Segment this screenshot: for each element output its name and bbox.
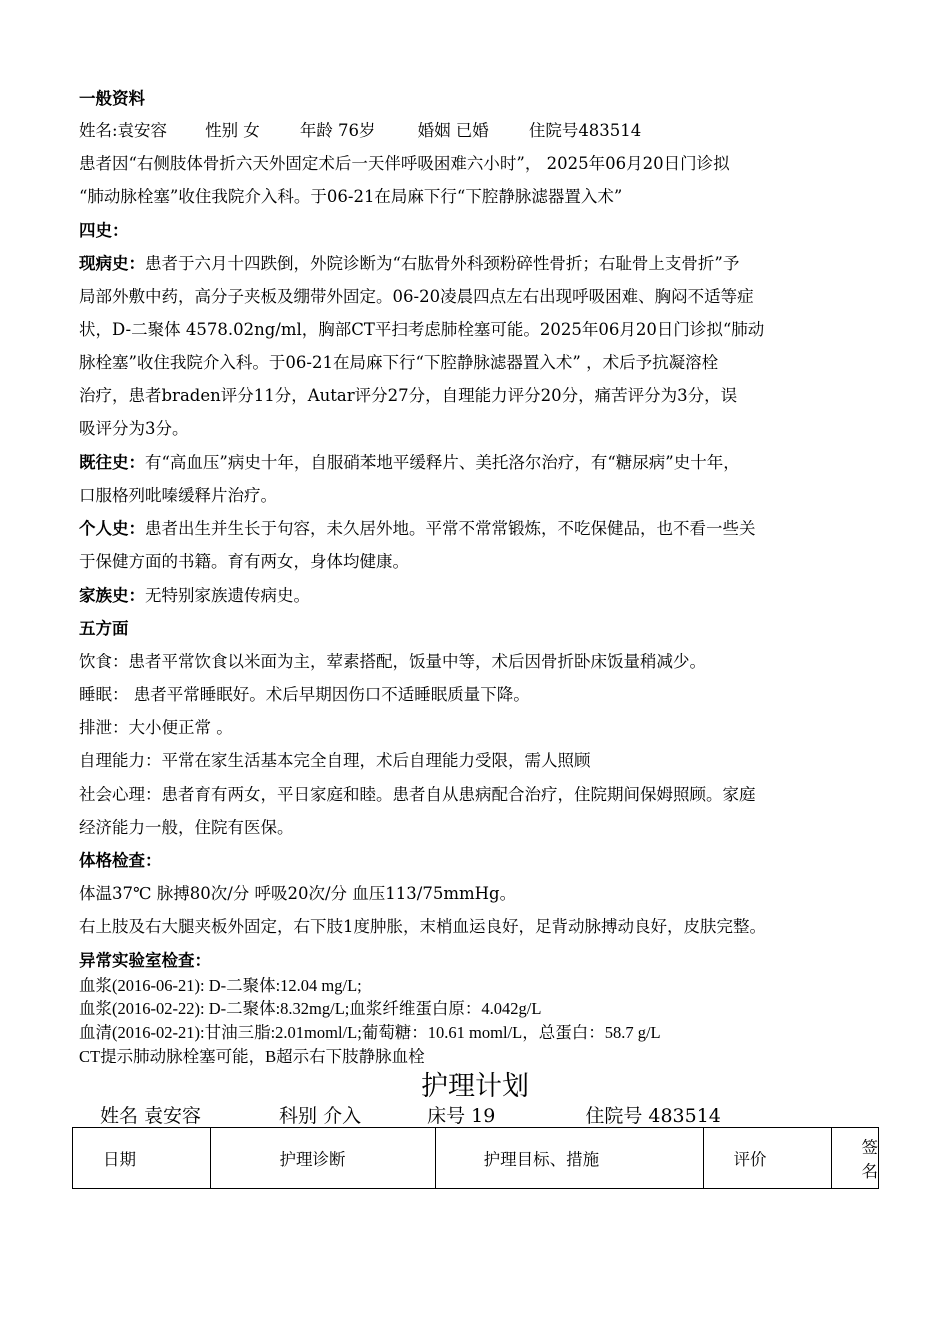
table-header-row [73,1128,879,1189]
present-history-line: 治疗，患者braden评分11分，Autar评分27分，自理能力评分20分，痛苦评分为3分，误 [79,386,738,405]
personal-history-line: 于保健方面的书籍。育有两女，身体均健康。 [79,552,409,571]
social-line: 社会心理：患者育有两女，平日家庭和睦。患者自从患病配合治疗，住院期间保姆照顾。家庭 [79,785,756,804]
sleep-line: 睡眠： 患者平常睡眠好。术后早期因伤口不适睡眠质量下降。 [79,685,530,704]
findings-line: 右上肢及右大腿夹板外固定，右下肢1度肿胀，末梢血运良好，足背动脉搏动良好，皮肤完整。 [79,917,766,936]
intro-line: “肺动脉栓塞”收住我院介入科。于06-21在局麻下行“下腔静脉滤器置入术” [79,187,623,206]
lab-heading: 异常实验室检查： [79,951,211,970]
plan-title: 护理计划 [421,1071,529,1102]
column-header-diagnosis: 护理诊断 [211,1128,435,1189]
past-history-line: 口服格列吡嗪缓释片治疗。 [79,486,277,505]
past-history-text: 有“高血压”病史十年，自服硝苯地平缓释片、美托洛尔治疗，有“糖尿病”史十年， [145,453,740,472]
family-history-label: 家族史： [79,586,145,605]
personal-history-text: 患者出生并生长于句容，未久居外地。平常不常常锻炼，不吃保健品，也不看一些关 [145,519,756,538]
present-history-line [79,253,739,275]
column-header-signature: 签名 [831,1128,879,1189]
diet-line: 饮食：患者平常饮食以米面为主，荤素搭配，饭量中等，术后因骨折卧床饭量稍减少。 [79,652,706,671]
social-line: 经济能力一般，住院有医保。 [79,818,294,837]
lab-line: 血浆(2016-02-22): D-二聚体:8.32mg/L;血浆纤维蛋白原：4.042g/L [79,999,542,1018]
present-history-line: 局部外敷中药，高分子夹板及绷带外固定。06-20凌晨四点左右出现呼吸困难、胸闷不适等症 [79,287,754,306]
lab-line: CT提示肺动脉栓塞可能，B超示右下肢静脉血栓 [79,1047,425,1066]
patient-sex: 性别 女 [205,121,260,140]
nursing-plan-table [72,1127,879,1189]
plan-admission-no: 住院号 483514 [585,1105,721,1127]
lab-line: 血浆(2016-06-21): D-二聚体:12.04 mg/L; [79,976,362,995]
present-history-line: 状，D-二聚体 4578.02ng/ml，胸部CT平扫考虑肺栓塞可能。2025年06月20日门诊拟“肺动 [79,320,765,339]
family-history-text: 无特别家族遗传病史。 [145,586,310,605]
family-history-line [79,585,310,607]
past-history-label: 既往史： [79,453,145,472]
lab-line: 血清(2016-02-21):甘油三脂:2.01moml/L;葡萄糖：10.61 moml/L，总蛋白：58.7 g/L [79,1023,661,1042]
column-header-measures: 护理目标、措施 [435,1128,703,1189]
column-header-evaluation: 评价 [703,1128,831,1189]
column-header-date: 日期 [73,1128,211,1189]
general-heading: 一般资料 [79,89,145,108]
patient-name: 姓名:袁安容 [79,121,168,140]
personal-history-line [79,518,756,540]
plan-bed: 床号 19 [427,1105,496,1127]
patient-age: 年龄 76岁 [299,121,376,140]
plan-info-row [100,1104,721,1128]
selfcare-line: 自理能力：平常在家生活基本完全自理，术后自理能力受限，需人照顾 [79,751,591,770]
history-heading: 四史： [79,221,129,240]
present-history-text: 患者于六月十四跌倒，外院诊断为“右肱骨外科颈粉碎性骨折；右耻骨上支骨折”予 [145,254,740,273]
past-history-line [79,452,740,474]
excretion-line: 排泄：大小便正常 。 [79,718,233,737]
present-history-line: 脉栓塞”收住我院介入科。于06-21在局麻下行“下腔静脉滤器置入术” ，术后予抗凝溶栓 [79,353,719,372]
patient-marriage: 婚姻 已婚 [417,121,489,140]
patient-info-row [79,120,641,142]
intro-line: 患者因“右侧肢体骨折六天外固定术后一天伴呼吸困难六小时”， 2025年06月20日门诊拟 [79,154,730,173]
plan-dept: 科别 介入 [279,1105,362,1127]
plan-name: 姓名 袁安容 [100,1105,202,1127]
present-history-label: 现病史： [79,254,145,273]
present-history-line: 吸评分为3分。 [79,419,189,438]
patient-admission-no: 住院号483514 [528,121,642,140]
five-aspects-heading: 五方面 [79,619,129,638]
vitals-line: 体温37℃ 脉搏80次/分 呼吸20次/分 血压113/75mmHg。 [79,884,517,903]
personal-history-label: 个人史： [79,519,145,538]
exam-heading: 体格检查： [79,851,162,870]
